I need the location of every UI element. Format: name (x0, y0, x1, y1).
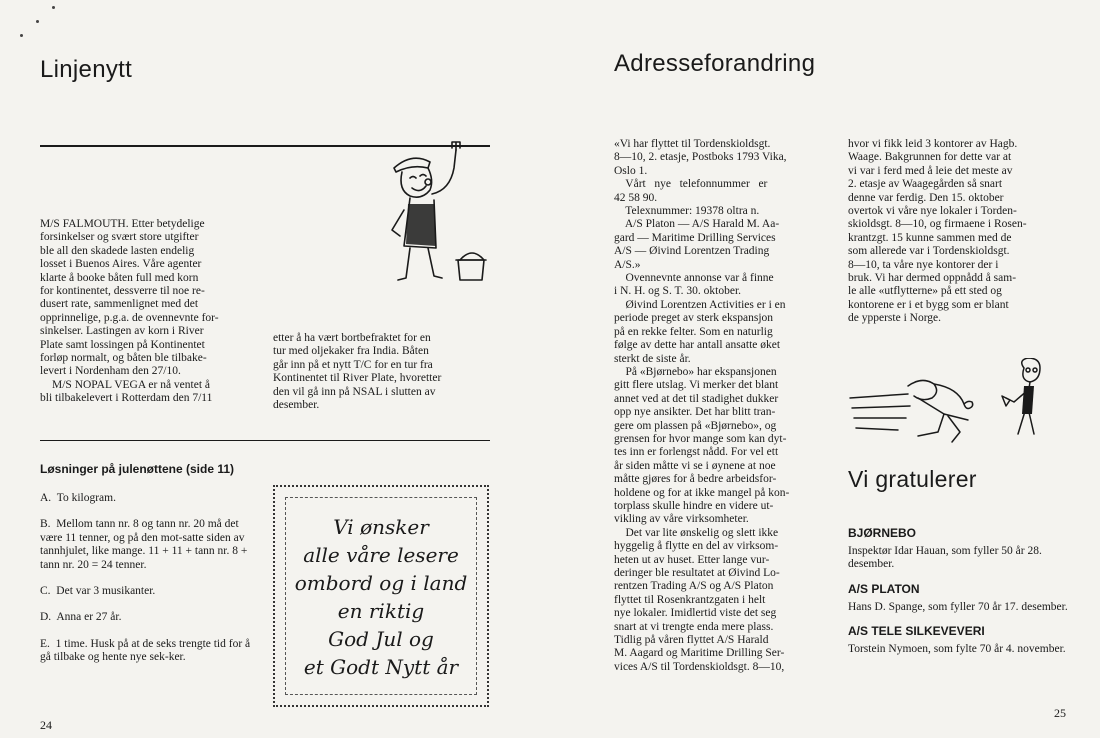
article-line: for kontinentet, dessverre til noe re- (40, 285, 205, 298)
answer-item (40, 638, 262, 665)
greeting-line: et Godt Nytt år (303, 655, 459, 679)
article-line: M/S FALMOUTH. Etter betydelige (40, 218, 205, 230)
article-line: vi var i ferd med å leie det meste av (848, 164, 1013, 177)
article-adresse-col1 (614, 138, 836, 674)
page-heading-linjenytt: Linjenytt (40, 56, 133, 83)
answer-text: 1 time. Husk på at de seks trengte tid for å gå tilbake og hente nye sek-ker. (40, 637, 251, 664)
article-line: heten ut av huset. Etter lange vur- (614, 553, 770, 566)
article-line: desember. (273, 399, 320, 412)
article-line: hvor vi fikk leid 3 kontorer av Hagb. (848, 138, 1018, 150)
article-line: periode preget av sterk ekspansjon (614, 312, 774, 325)
article-line: Oslo 1. (614, 164, 648, 177)
article-line: 42 58 90. (614, 191, 658, 204)
answer-text: Det var 3 musikanter. (56, 585, 156, 598)
answer-label: C. (40, 585, 51, 598)
congrats-org: A/S TELE SILKEVEVERI (848, 624, 985, 639)
christmas-greeting (275, 513, 487, 681)
solutions-list (40, 492, 262, 678)
answer-item (40, 585, 262, 598)
congrats-text: Hans D. Spange, som fyller 70 år 17. desember. (848, 600, 1068, 613)
article-linjenytt-cont (273, 332, 495, 412)
congrats-org: BJØRNEBO (848, 526, 917, 540)
speck (20, 34, 23, 37)
article-line: i N. H. og S. T. 30. oktober. (614, 285, 742, 298)
article-line: gard — Maritime Drilling Services (614, 231, 776, 244)
article-line: rentzen Trading A/S og A/S Platon (614, 580, 774, 593)
article-line: vices A/S til Tordenskioldsgt. 8—10, (614, 660, 785, 673)
article-line: Det var lite ønskelig og slett ikke (614, 526, 779, 539)
article-line: ble all den skadede lasten endelig (40, 244, 195, 257)
article-adresse-col2 (848, 138, 1070, 326)
article-line: følge av dette har antall ansatte øket (614, 339, 781, 352)
running-figures-illustration (848, 358, 1048, 450)
article-line: tes inn er forlengst nådd. For vel ett (614, 446, 779, 459)
article-line: Waage. Bakgrunnen for dette var at (848, 151, 1012, 164)
congrats-text: Inspektør Idar Hauan, som fyller 50 år 28. desember. (848, 545, 1042, 571)
article-line: Ovennevnte annonse var å finne (614, 272, 774, 285)
article-line: Vårt nye telefonnummer er (614, 178, 768, 191)
page-number-left: 24 (40, 718, 52, 732)
article-line: torplass skulle hindre en videre ut- (614, 499, 774, 512)
article-line: Telexnummer: 19378 oltra n. (614, 205, 760, 218)
article-line: hyggelig å flytte en del av virksom- (614, 540, 779, 553)
congrats-item (848, 582, 1070, 614)
article-line: sterkt de siste år. (614, 352, 691, 365)
article-line: gitt flere utslag. Vi merker det blant (614, 379, 779, 392)
congrats-text: Torstein Nymoen, som fylte 70 år 4. november. (848, 643, 1066, 656)
greeting-line: God Jul og (328, 627, 434, 651)
article-line: dusert rate, sammenlignet med det (40, 298, 199, 311)
article-line: forsinkelser og svært store utgifter (40, 231, 199, 244)
answer-label: A. (40, 492, 52, 504)
article-line: krantzgt. 15 kunne sammen med de (848, 231, 1012, 244)
greeting-line: Vi ønsker (333, 515, 429, 539)
congrats-list (848, 526, 1070, 657)
article-line: Tidlig på våren flyttet A/S Harald (614, 634, 769, 647)
article-line: annet ved at det til stadighet dukker (614, 392, 779, 405)
article-line: A/S — Øivind Lorentzen Trading (614, 245, 770, 258)
article-line: M. Aagard og Maritime Drilling Ser- (614, 647, 785, 660)
article-line: deringer ble resultatet at Øivind Lo- (614, 567, 780, 579)
answer-text: Mellom tann nr. 8 og tann nr. 20 må det være 11 tenner, og på den mot-satte siden av tannhjulet, like mange. 11 + 11 + tann nr. 8 + tann nr. 20 = 24 tenner. (40, 518, 248, 571)
article-line: opprinnelige, p.g.a. de ovennevnte for- (40, 311, 219, 324)
answer-text: To kilogram. (56, 492, 116, 504)
article-line: 2. etasje av Waagegården så snart (848, 178, 1003, 191)
page-heading-adresseforandring: Adresseforandring (614, 50, 816, 77)
article-line: Plate samt lossingen på Kontinentet (40, 338, 205, 351)
article-line: snart at vi trengte enda mere plass. (614, 620, 774, 633)
article-line: sinkelser. Lastingen av korn i River (40, 325, 204, 338)
greeting-line: alle våre lesere (303, 543, 459, 567)
article-line: A/S Platon — A/S Harald M. Aa- (614, 218, 780, 231)
article-line: den vil gå inn på NSAL i slutten av (273, 385, 436, 398)
article-linjenytt (40, 218, 260, 406)
article-line: klarte å booke båten full med korn (40, 271, 199, 284)
congrats-item (848, 624, 1070, 656)
article-line: losset i Buenos Aires. Våre agenter (40, 258, 202, 271)
page-number-right: 25 (1054, 706, 1066, 720)
painter-illustration (382, 138, 494, 286)
answer-label: D. (40, 611, 52, 624)
article-line: Øivind Lorentzen Activities er i en (614, 298, 786, 311)
article-line: M/S NOPAL VEGA er nå ventet å (52, 378, 211, 391)
greeting-line: ombord og i land (294, 571, 468, 595)
article-line: Kontinentet til River Plate, hvoretter (273, 372, 442, 385)
article-line: grensen for hvor mange som kan dyt- (614, 432, 787, 445)
article-line: måtte gjøres for å bedre arbeidsfor- (614, 473, 777, 486)
article-line: holdene og for at ikke mangel på kon- (614, 486, 790, 499)
article-line: vikling av våre virksomheter. (614, 513, 749, 526)
article-line: bruk. Vi har dermed oppnådd å sam- (848, 272, 1017, 285)
article-line: A/S.» (614, 258, 641, 271)
answer-label: B. (40, 518, 51, 531)
article-line: 8—10, ta våre nye kontorer der i (848, 258, 999, 271)
article-line: bli tilbakelevert i Rotterdam den 7/11 (40, 392, 213, 405)
article-line: på en rekke felter. Som en naturlig (614, 325, 773, 338)
congrats-org: A/S PLATON (848, 581, 920, 596)
article-line: denne var ferdig. Den 15. oktober (848, 191, 1004, 204)
article-line: «Vi har flyttet til Tordenskioldsgt. (614, 138, 771, 150)
article-line: tur med oljekaker fra India. Båten (273, 345, 429, 358)
article-line: forløp normalt, og båten ble tilbake- (40, 352, 207, 365)
article-line: som allerede var i Tordenskioldsgt. (848, 245, 1010, 258)
greeting-line: en riktig (337, 599, 425, 623)
congrats-item (848, 526, 1070, 572)
article-line: år siden måtte vi se i øynene at noe (614, 459, 776, 472)
speck (36, 20, 39, 23)
article-line: 8—10, 2. etasje, Postboks 1793 Vika, (614, 151, 787, 164)
solutions-heading: Løsninger på julenøttene (side 11) (40, 462, 235, 476)
article-line: de ypperste i Norge. (848, 312, 942, 325)
answer-item (40, 518, 262, 572)
answer-text: Anna er 27 år. (56, 611, 122, 624)
article-line: nye lokaler. Imidlertid viste det seg (614, 607, 777, 620)
article-line: flyttet til Rosenkrantzgaten i helt (614, 593, 766, 606)
article-line: etter å ha vært bortbefraktet for en (273, 332, 431, 344)
answer-label: E. (40, 637, 50, 650)
christmas-greeting-box (273, 485, 489, 707)
article-line: kontorene er i et bygg som er blant (848, 298, 1009, 311)
article-line: le alle «utflytterne» på ett sted og (848, 285, 1002, 298)
answer-item (40, 611, 262, 624)
answer-item (40, 492, 262, 505)
article-line: levert i Nordenham den 27/10. (40, 365, 181, 378)
article-line: går inn på et nytt T/C for en tur fra (273, 358, 433, 371)
article-line: skioldsgt. 8—10, og firmaene i Rosen- (848, 218, 1027, 231)
article-line: På «Bjørnebo» har ekspansjonen (614, 365, 777, 378)
section-rule (40, 440, 490, 441)
article-line: gere om plassen på «Bjørnebo», og (614, 419, 777, 432)
speck (52, 6, 55, 9)
article-line: overtok vi våre nye lokaler i Torden- (848, 205, 1017, 218)
congrats-heading: Vi gratulerer (848, 466, 977, 492)
article-line: opp nye ansikter. Det har blitt tran- (614, 406, 776, 419)
